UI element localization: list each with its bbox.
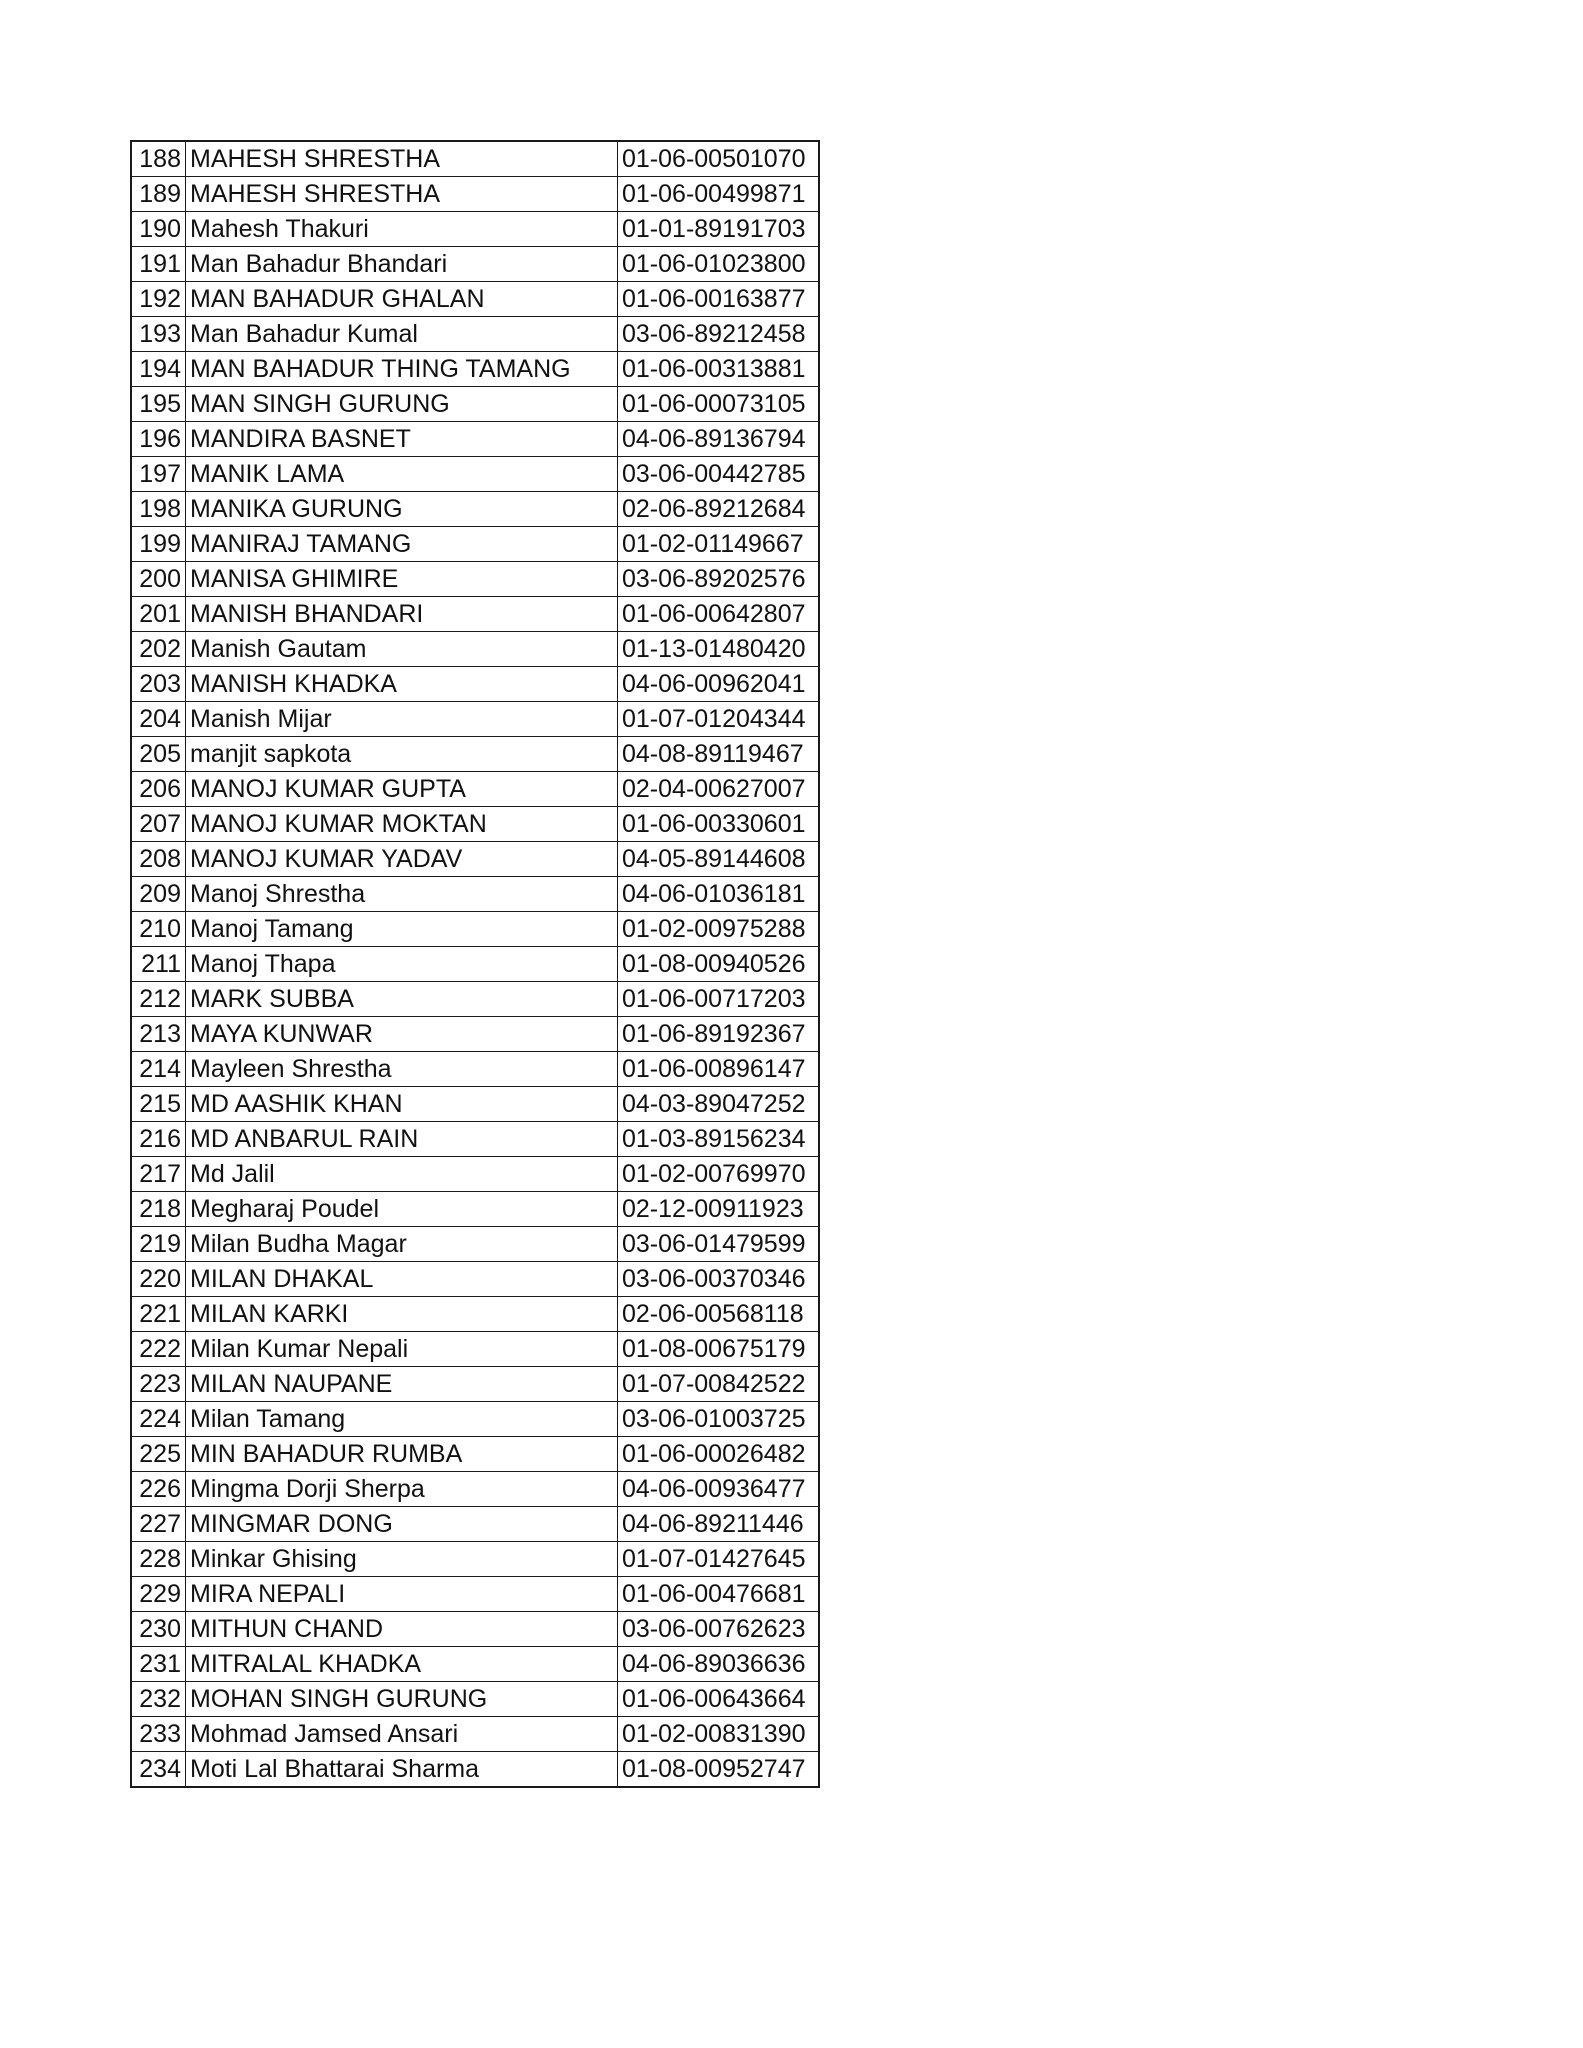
table-row [131, 1402, 819, 1437]
table-row [131, 1262, 819, 1297]
row-number-cell: 190 [131, 212, 186, 247]
table-row [131, 1227, 819, 1262]
registration-id-cell: 03-06-00442785 [618, 457, 820, 492]
person-name-cell: manjit sapkota [186, 737, 618, 772]
person-name-cell: MOHAN SINGH GURUNG [186, 1682, 618, 1717]
row-number-cell: 215 [131, 1087, 186, 1122]
row-number-cell: 204 [131, 702, 186, 737]
registration-id-cell: 01-02-00831390 [618, 1717, 820, 1752]
table-row [131, 1717, 819, 1752]
row-number-cell: 221 [131, 1297, 186, 1332]
person-name-cell: Manoj Shrestha [186, 877, 618, 912]
registration-id-cell: 01-13-01480420 [618, 632, 820, 667]
row-number-cell: 197 [131, 457, 186, 492]
row-number-cell: 195 [131, 387, 186, 422]
registration-id-cell: 01-06-00476681 [618, 1577, 820, 1612]
registration-id-cell: 01-07-00842522 [618, 1367, 820, 1402]
registration-id-cell: 01-06-00717203 [618, 982, 820, 1017]
person-name-cell: MD ANBARUL RAIN [186, 1122, 618, 1157]
registration-id-cell: 01-08-00675179 [618, 1332, 820, 1367]
table-row [131, 807, 819, 842]
row-number-cell: 216 [131, 1122, 186, 1157]
row-number-cell: 225 [131, 1437, 186, 1472]
person-name-cell: Megharaj Poudel [186, 1192, 618, 1227]
row-number-cell: 193 [131, 317, 186, 352]
table-row [131, 352, 819, 387]
row-number-cell: 208 [131, 842, 186, 877]
table-row [131, 982, 819, 1017]
person-name-cell: Minkar Ghising [186, 1542, 618, 1577]
registration-id-cell: 04-06-89136794 [618, 422, 820, 457]
table-row [131, 702, 819, 737]
person-name-cell: MANOJ KUMAR GUPTA [186, 772, 618, 807]
registration-id-cell: 01-06-00330601 [618, 807, 820, 842]
registration-id-cell: 01-02-00975288 [618, 912, 820, 947]
table-row [131, 422, 819, 457]
table-row [131, 1122, 819, 1157]
row-number-cell: 230 [131, 1612, 186, 1647]
table-row [131, 1367, 819, 1402]
roster-table [130, 140, 820, 1788]
registration-id-cell: 01-06-00313881 [618, 352, 820, 387]
table-row [131, 1682, 819, 1717]
roster-table-body [131, 141, 819, 1787]
person-name-cell: Manoj Tamang [186, 912, 618, 947]
person-name-cell: Manoj Thapa [186, 947, 618, 982]
registration-id-cell: 03-06-00762623 [618, 1612, 820, 1647]
row-number-cell: 213 [131, 1017, 186, 1052]
table-row [131, 1157, 819, 1192]
person-name-cell: Moti Lal Bhattarai Sharma [186, 1752, 618, 1788]
table-row [131, 597, 819, 632]
row-number-cell: 211 [131, 947, 186, 982]
person-name-cell: MAYA KUNWAR [186, 1017, 618, 1052]
registration-id-cell: 04-06-89211446 [618, 1507, 820, 1542]
person-name-cell: MILAN DHAKAL [186, 1262, 618, 1297]
registration-id-cell: 01-07-01204344 [618, 702, 820, 737]
row-number-cell: 220 [131, 1262, 186, 1297]
person-name-cell: MANIRAJ TAMANG [186, 527, 618, 562]
row-number-cell: 198 [131, 492, 186, 527]
row-number-cell: 194 [131, 352, 186, 387]
row-number-cell: 218 [131, 1192, 186, 1227]
registration-id-cell: 01-03-89156234 [618, 1122, 820, 1157]
table-row [131, 1542, 819, 1577]
roster-sheet [130, 140, 820, 1788]
row-number-cell: 217 [131, 1157, 186, 1192]
person-name-cell: MAN SINGH GURUNG [186, 387, 618, 422]
table-row [131, 527, 819, 562]
row-number-cell: 229 [131, 1577, 186, 1612]
row-number-cell: 210 [131, 912, 186, 947]
row-number-cell: 228 [131, 1542, 186, 1577]
person-name-cell: Md Jalil [186, 1157, 618, 1192]
registration-id-cell: 03-06-01479599 [618, 1227, 820, 1262]
table-row [131, 1752, 819, 1788]
table-row [131, 1052, 819, 1087]
row-number-cell: 226 [131, 1472, 186, 1507]
registration-id-cell: 01-08-00952747 [618, 1752, 820, 1788]
table-row [131, 912, 819, 947]
row-number-cell: 234 [131, 1752, 186, 1788]
table-row [131, 247, 819, 282]
registration-id-cell: 04-05-89144608 [618, 842, 820, 877]
table-row [131, 947, 819, 982]
person-name-cell: MIRA NEPALI [186, 1577, 618, 1612]
registration-id-cell: 01-06-00163877 [618, 282, 820, 317]
registration-id-cell: 01-06-00642807 [618, 597, 820, 632]
person-name-cell: Milan Tamang [186, 1402, 618, 1437]
table-row [131, 492, 819, 527]
person-name-cell: MANIKA GURUNG [186, 492, 618, 527]
table-row [131, 772, 819, 807]
row-number-cell: 199 [131, 527, 186, 562]
person-name-cell: MANOJ KUMAR MOKTAN [186, 807, 618, 842]
registration-id-cell: 01-06-00896147 [618, 1052, 820, 1087]
registration-id-cell: 01-06-00501070 [618, 141, 820, 177]
row-number-cell: 209 [131, 877, 186, 912]
person-name-cell: Milan Budha Magar [186, 1227, 618, 1262]
person-name-cell: MITHUN CHAND [186, 1612, 618, 1647]
person-name-cell: MANOJ KUMAR YADAV [186, 842, 618, 877]
table-row [131, 177, 819, 212]
table-row [131, 1647, 819, 1682]
table-row [131, 1332, 819, 1367]
table-row [131, 737, 819, 772]
person-name-cell: MILAN NAUPANE [186, 1367, 618, 1402]
table-row [131, 141, 819, 177]
person-name-cell: Milan Kumar Nepali [186, 1332, 618, 1367]
person-name-cell: MAN BAHADUR GHALAN [186, 282, 618, 317]
table-row [131, 457, 819, 492]
registration-id-cell: 01-06-89192367 [618, 1017, 820, 1052]
registration-id-cell: 01-06-00073105 [618, 387, 820, 422]
registration-id-cell: 04-06-00962041 [618, 667, 820, 702]
registration-id-cell: 01-01-89191703 [618, 212, 820, 247]
table-row [131, 1507, 819, 1542]
registration-id-cell: 03-06-89212458 [618, 317, 820, 352]
table-row [131, 317, 819, 352]
row-number-cell: 212 [131, 982, 186, 1017]
registration-id-cell: 02-06-89212684 [618, 492, 820, 527]
table-row [131, 1297, 819, 1332]
row-number-cell: 189 [131, 177, 186, 212]
person-name-cell: MITRALAL KHADKA [186, 1647, 618, 1682]
row-number-cell: 223 [131, 1367, 186, 1402]
row-number-cell: 219 [131, 1227, 186, 1262]
row-number-cell: 214 [131, 1052, 186, 1087]
row-number-cell: 205 [131, 737, 186, 772]
table-row [131, 632, 819, 667]
row-number-cell: 192 [131, 282, 186, 317]
table-row [131, 1472, 819, 1507]
registration-id-cell: 03-06-01003725 [618, 1402, 820, 1437]
row-number-cell: 188 [131, 141, 186, 177]
table-row [131, 1612, 819, 1647]
registration-id-cell: 03-06-89202576 [618, 562, 820, 597]
person-name-cell: MINGMAR DONG [186, 1507, 618, 1542]
registration-id-cell: 02-12-00911923 [618, 1192, 820, 1227]
person-name-cell: Mohmad Jamsed Ansari [186, 1717, 618, 1752]
person-name-cell: MANISA GHIMIRE [186, 562, 618, 597]
registration-id-cell: 01-08-00940526 [618, 947, 820, 982]
registration-id-cell: 01-07-01427645 [618, 1542, 820, 1577]
table-row [131, 387, 819, 422]
row-number-cell: 191 [131, 247, 186, 282]
row-number-cell: 206 [131, 772, 186, 807]
person-name-cell: Man Bahadur Bhandari [186, 247, 618, 282]
table-row [131, 1577, 819, 1612]
table-row [131, 1192, 819, 1227]
registration-id-cell: 04-06-01036181 [618, 877, 820, 912]
person-name-cell: Mahesh Thakuri [186, 212, 618, 247]
table-row [131, 877, 819, 912]
registration-id-cell: 04-08-89119467 [618, 737, 820, 772]
row-number-cell: 222 [131, 1332, 186, 1367]
person-name-cell: Mayleen Shrestha [186, 1052, 618, 1087]
row-number-cell: 233 [131, 1717, 186, 1752]
row-number-cell: 227 [131, 1507, 186, 1542]
registration-id-cell: 04-06-00936477 [618, 1472, 820, 1507]
registration-id-cell: 04-03-89047252 [618, 1087, 820, 1122]
registration-id-cell: 01-02-01149667 [618, 527, 820, 562]
registration-id-cell: 01-02-00769970 [618, 1157, 820, 1192]
person-name-cell: Mingma Dorji Sherpa [186, 1472, 618, 1507]
table-row [131, 1437, 819, 1472]
row-number-cell: 203 [131, 667, 186, 702]
person-name-cell: MAHESH SHRESTHA [186, 141, 618, 177]
row-number-cell: 224 [131, 1402, 186, 1437]
registration-id-cell: 02-06-00568118 [618, 1297, 820, 1332]
person-name-cell: MILAN KARKI [186, 1297, 618, 1332]
person-name-cell: MANDIRA BASNET [186, 422, 618, 457]
person-name-cell: MD AASHIK KHAN [186, 1087, 618, 1122]
person-name-cell: Manish Gautam [186, 632, 618, 667]
person-name-cell: MANIK LAMA [186, 457, 618, 492]
person-name-cell: MIN BAHADUR RUMBA [186, 1437, 618, 1472]
person-name-cell: Man Bahadur Kumal [186, 317, 618, 352]
row-number-cell: 231 [131, 1647, 186, 1682]
registration-id-cell: 04-06-89036636 [618, 1647, 820, 1682]
registration-id-cell: 02-04-00627007 [618, 772, 820, 807]
table-row [131, 1087, 819, 1122]
table-row [131, 282, 819, 317]
person-name-cell: Manish Mijar [186, 702, 618, 737]
person-name-cell: MARK SUBBA [186, 982, 618, 1017]
table-row [131, 212, 819, 247]
table-row [131, 667, 819, 702]
table-row [131, 842, 819, 877]
person-name-cell: MAN BAHADUR THING TAMANG [186, 352, 618, 387]
person-name-cell: MAHESH SHRESTHA [186, 177, 618, 212]
table-row [131, 562, 819, 597]
registration-id-cell: 01-06-01023800 [618, 247, 820, 282]
row-number-cell: 201 [131, 597, 186, 632]
row-number-cell: 196 [131, 422, 186, 457]
table-row [131, 1017, 819, 1052]
registration-id-cell: 01-06-00026482 [618, 1437, 820, 1472]
row-number-cell: 232 [131, 1682, 186, 1717]
row-number-cell: 200 [131, 562, 186, 597]
row-number-cell: 207 [131, 807, 186, 842]
person-name-cell: MANISH BHANDARI [186, 597, 618, 632]
registration-id-cell: 03-06-00370346 [618, 1262, 820, 1297]
registration-id-cell: 01-06-00499871 [618, 177, 820, 212]
registration-id-cell: 01-06-00643664 [618, 1682, 820, 1717]
person-name-cell: MANISH KHADKA [186, 667, 618, 702]
row-number-cell: 202 [131, 632, 186, 667]
